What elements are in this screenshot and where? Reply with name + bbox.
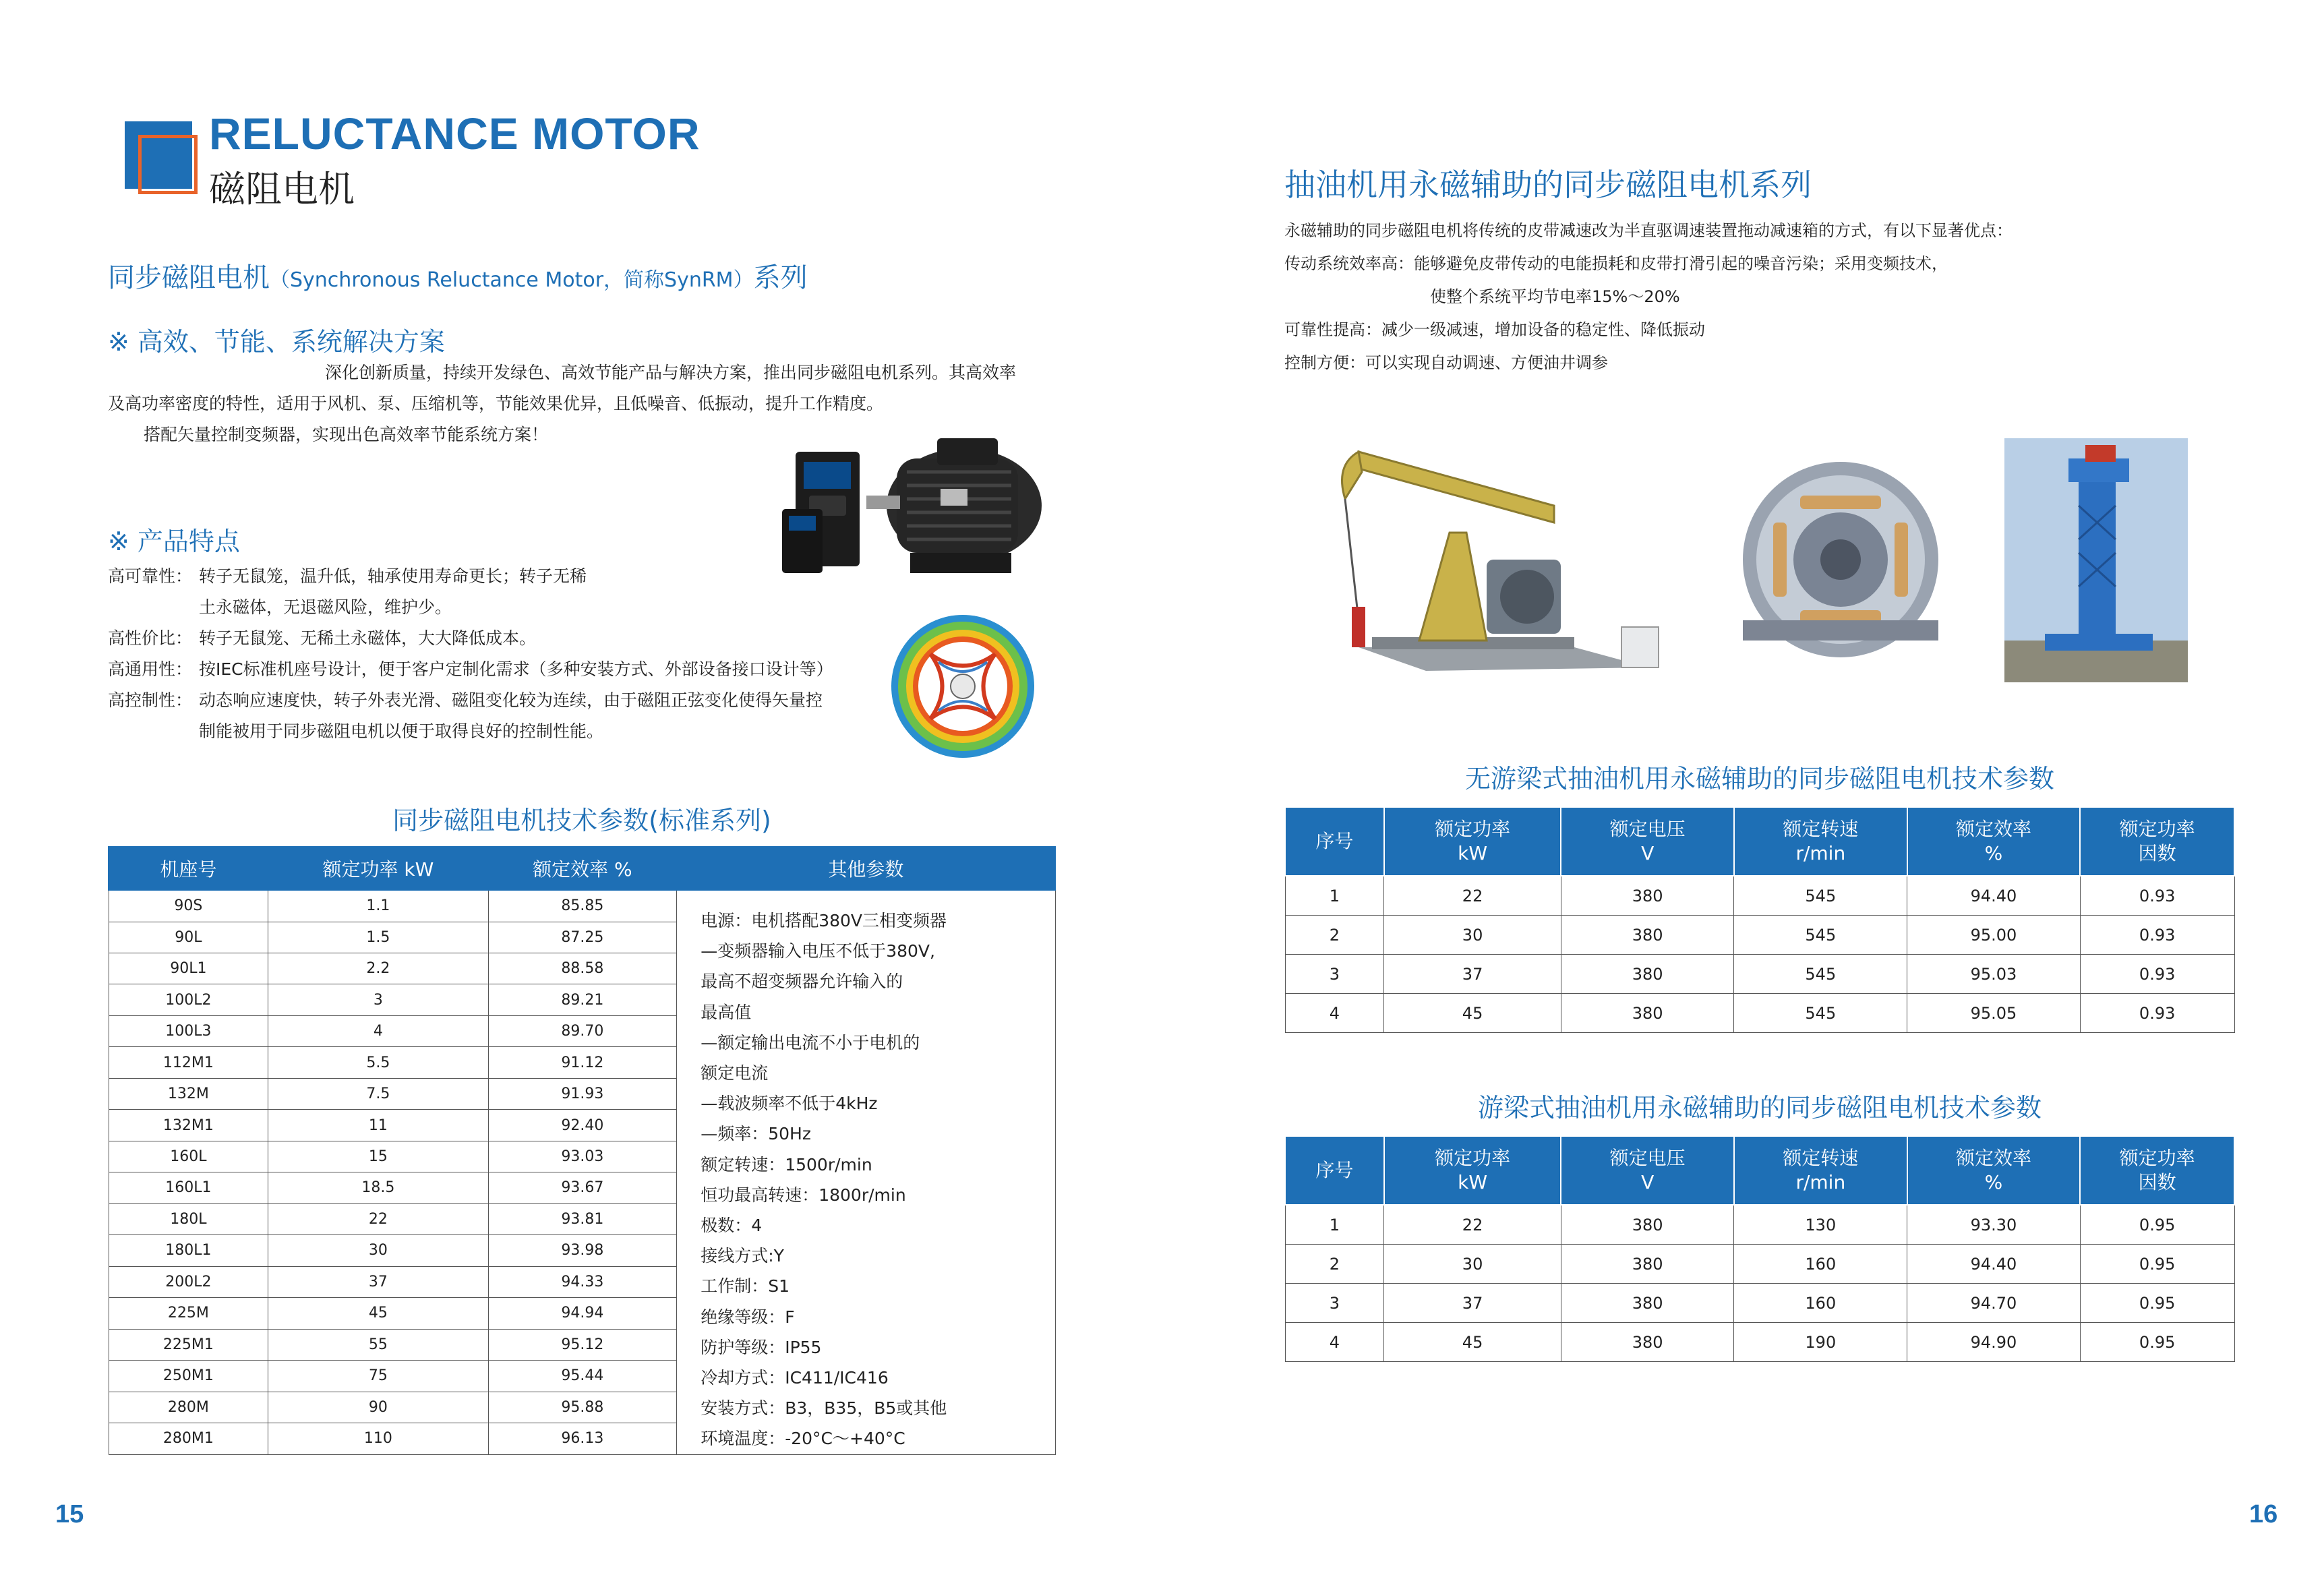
table-cell: 30 xyxy=(1384,1245,1561,1284)
table-cell: 18.5 xyxy=(268,1172,488,1203)
table-cell: 96.13 xyxy=(488,1423,677,1455)
table-cell: 160 xyxy=(1734,1284,1907,1323)
table-cell: 0.95 xyxy=(2080,1323,2234,1362)
table-cell: 112M1 xyxy=(109,1047,268,1078)
header-line1: 额定效率 xyxy=(1955,818,2031,840)
other-param-line: 接线方式:Y xyxy=(701,1246,784,1266)
table-cell: 0.93 xyxy=(2080,994,2234,1033)
table-row xyxy=(1285,1323,2234,1362)
intro-line: 使整个系统平均节电率15%～20% xyxy=(1430,287,1680,306)
table-row xyxy=(1285,876,2234,916)
header-cell xyxy=(2080,1136,2234,1205)
header-line2: % xyxy=(1984,1171,2003,1193)
table-cell: 160L1 xyxy=(109,1172,268,1203)
table-row xyxy=(1285,994,2234,1033)
header-line1: 额定转速 xyxy=(1783,1147,1859,1169)
table-cell: 250M1 xyxy=(109,1361,268,1392)
feature-item: 高控制性： 动态响应速度快，转子外表光滑、磁阻变化较为连续，由于磁阻正弦变化使得矢量控 xyxy=(108,690,823,710)
table-cell: 75 xyxy=(268,1361,488,1392)
header-line1: 额定转速 xyxy=(1783,818,1859,840)
table-cell: 380 xyxy=(1561,994,1734,1033)
table-cell: 37 xyxy=(268,1266,488,1297)
header-cell xyxy=(2080,807,2234,876)
table-cell: 93.67 xyxy=(488,1172,677,1203)
table-cell: 380 xyxy=(1561,1284,1734,1323)
other-param-line: 额定转速：1500r/min xyxy=(701,1154,872,1174)
table-cell: 95.44 xyxy=(488,1361,677,1392)
table-cell: 130 xyxy=(1734,1205,1907,1245)
table-cell: 37 xyxy=(1384,1284,1561,1323)
table-cell: 94.40 xyxy=(1907,876,2081,916)
header-line1: 序号 xyxy=(1315,1159,1354,1181)
table-cell: 7.5 xyxy=(268,1078,488,1109)
table-cell: 89.70 xyxy=(488,1015,677,1046)
feature-item: 高性价比： 转子无鼠笼、无稀土永磁体，大大降低成本。 xyxy=(108,628,537,648)
table-cell: 93.98 xyxy=(488,1235,677,1266)
brand-title-zh: 磁阻电机 xyxy=(209,168,355,210)
table-cell: 93.30 xyxy=(1907,1205,2081,1245)
header-line2: kW xyxy=(1458,1171,1488,1193)
other-param-line: 环境温度：-20°C～+40°C xyxy=(701,1429,905,1449)
table-cell: 95.03 xyxy=(1907,955,2081,994)
header-cell xyxy=(1907,1136,2081,1205)
header-cell xyxy=(1561,807,1734,876)
table-cell: 92.40 xyxy=(488,1110,677,1141)
table-cell: 110 xyxy=(268,1423,488,1455)
table-cell: 87.25 xyxy=(488,922,677,953)
table-cell: 91.12 xyxy=(488,1047,677,1078)
table-cell: 160 xyxy=(1734,1245,1907,1284)
header-cell xyxy=(1285,1136,1384,1205)
page-number-left: 15 xyxy=(55,1500,84,1528)
header-line1: 额定功率 xyxy=(1435,1147,1511,1169)
brand-logo-frame xyxy=(138,135,198,194)
table-cell: 1 xyxy=(1285,876,1384,916)
table-cell: 132M xyxy=(109,1078,268,1109)
table-cell: 30 xyxy=(268,1235,488,1266)
header-line1: 额定电压 xyxy=(1609,1147,1686,1169)
table-cell: 95.12 xyxy=(488,1329,677,1360)
col-other: 其他参数 xyxy=(677,847,1055,890)
table-cell: 190 xyxy=(1734,1323,1907,1362)
table-cell: 380 xyxy=(1561,876,1734,916)
brand-title-en: RELUCTANCE MOTOR xyxy=(209,109,701,158)
table-cell: 94.33 xyxy=(488,1266,677,1297)
table-cell: 93.03 xyxy=(488,1141,677,1172)
other-params-cell xyxy=(677,890,1055,1454)
header-cell xyxy=(1384,1136,1561,1205)
table-cell: 94.94 xyxy=(488,1298,677,1329)
header-line2: 因数 xyxy=(2138,1171,2176,1193)
header-cell xyxy=(1734,1136,1907,1205)
table-cell: 380 xyxy=(1561,1245,1734,1284)
feature-item-cont: 制能被用于同步磁阻电机以便于取得良好的控制性能。 xyxy=(199,721,604,741)
header-line2: % xyxy=(1984,842,2003,864)
other-param-line: 电源：电机搭配380V三相变频器 xyxy=(701,911,947,930)
col-power: 额定功率 kW xyxy=(268,847,488,890)
header-line2: r/min xyxy=(1795,842,1846,864)
table-cell: 380 xyxy=(1561,955,1734,994)
section-solutions-title: ※ 高效、节能、系统解决方案 xyxy=(108,327,445,357)
header-line2: V xyxy=(1641,1171,1655,1193)
table-cell: 3 xyxy=(1285,1284,1384,1323)
table-cell: 100L3 xyxy=(109,1015,268,1046)
header-cell xyxy=(1561,1136,1734,1205)
other-param-line: 冷却方式：IC411/IC416 xyxy=(701,1368,889,1388)
table-cell: 90L1 xyxy=(109,953,268,984)
table-cell: 4 xyxy=(1285,994,1384,1033)
tower-pump-photo xyxy=(2004,438,2188,682)
table-cell: 95.88 xyxy=(488,1392,677,1423)
table-cell: 132M1 xyxy=(109,1110,268,1141)
table-cell: 180L xyxy=(109,1203,268,1234)
other-param-line: 极数：4 xyxy=(701,1216,763,1236)
header-line1: 额定效率 xyxy=(1955,1147,2031,1169)
table-cell: 93.81 xyxy=(488,1203,677,1234)
table-cell: 90L xyxy=(109,922,268,953)
header-line2: kW xyxy=(1458,842,1488,864)
page-number-right: 16 xyxy=(2249,1500,2278,1528)
table-cell: 3 xyxy=(268,984,488,1015)
series-title: 同步磁阻电机（Synchronous Reluctance Motor，简称SynRM）系列 xyxy=(108,262,808,293)
pm-motor-image xyxy=(1736,458,1945,661)
table-cell: 85.85 xyxy=(488,890,677,922)
table-cell: 280M xyxy=(109,1392,268,1423)
table-cell: 15 xyxy=(268,1141,488,1172)
other-param-line: 防护等级：IP55 xyxy=(701,1337,822,1357)
table-cell: 90 xyxy=(268,1392,488,1423)
table-cell: 380 xyxy=(1561,1323,1734,1362)
other-param-line: —额定输出电流不小于电机的 xyxy=(701,1032,920,1052)
solutions-line: 深化创新质量，持续开发绿色、高效节能产品与解决方案，推出同步磁阻电机系列。其高效率 xyxy=(325,363,1017,382)
features-list xyxy=(108,561,883,747)
solutions-line: 搭配矢量控制变频器，实现出色高效率节能系统方案！ xyxy=(144,425,549,444)
intro-line: 永磁辅助的同步磁阻电机将传统的皮带减速改为半直驱调速装置拖动减速箱的方式，有以下显著优点： xyxy=(1284,221,2013,240)
table-cell: 545 xyxy=(1734,916,1907,955)
header-cell xyxy=(1734,807,1907,876)
table-row xyxy=(1285,1284,2234,1323)
table-cell: 22 xyxy=(268,1203,488,1234)
feature-item: 高可靠性： 转子无鼠笼，温升低，轴承使用寿命更长；转子无稀 xyxy=(108,566,587,586)
right-intro-text xyxy=(1284,214,2262,380)
feature-item: 高通用性： 按IEC标准机座号设计，便于客户定制化需求（多种安装方式、外部设备接口设计等） xyxy=(108,659,833,679)
table-cell: 2.2 xyxy=(268,953,488,984)
other-param-line: —载波频率不低于4kHz xyxy=(701,1094,878,1114)
intro-line: 传动系统效率高：能够避免皮带传动的电能损耗和皮带打滑引起的噪音污染；采用变频技术， xyxy=(1284,254,1948,273)
table-cell: 2 xyxy=(1285,916,1384,955)
table-std-params xyxy=(108,846,1056,1455)
table-cell: 1 xyxy=(1285,1205,1384,1245)
table-cell: 95.05 xyxy=(1907,994,2081,1033)
table-cell: 380 xyxy=(1561,1205,1734,1245)
header-line2: V xyxy=(1641,842,1655,864)
other-param-line: —变频器输入电压不低于380V, xyxy=(701,941,935,961)
table2-header-row xyxy=(1285,1136,2234,1205)
intro-line: 控制方便：可以实现自动调速、方便油井调参 xyxy=(1284,353,1608,372)
table1-header-row xyxy=(1285,807,2234,876)
table-cell: 225M1 xyxy=(109,1329,268,1360)
table-cell: 1.1 xyxy=(268,890,488,922)
table-cell: 180L1 xyxy=(109,1235,268,1266)
header-line1: 额定功率 xyxy=(2119,818,2195,840)
table-row xyxy=(1285,955,2234,994)
other-param-line: 最高不超变频器允许输入的 xyxy=(701,972,903,992)
table-cell: 0.95 xyxy=(2080,1284,2234,1323)
header-line2: 因数 xyxy=(2138,842,2176,864)
other-param-line: 绝缘等级：F xyxy=(701,1307,795,1327)
header-line1: 序号 xyxy=(1315,830,1354,852)
table-cell: 22 xyxy=(1384,876,1561,916)
table-cell: 94.90 xyxy=(1907,1323,2081,1362)
header-line1: 额定功率 xyxy=(2119,1147,2195,1169)
table-cell: 91.93 xyxy=(488,1078,677,1109)
table-cell: 2 xyxy=(1285,1245,1384,1284)
table2-title: 游梁式抽油机用永磁辅助的同步磁阻电机技术参数 xyxy=(1477,1093,2042,1123)
table-cell: 200L2 xyxy=(109,1266,268,1297)
header-line1: 额定功率 xyxy=(1435,818,1511,840)
table-cell: 55 xyxy=(268,1329,488,1360)
table-cell: 0.93 xyxy=(2080,916,2234,955)
table-row xyxy=(1285,1245,2234,1284)
other-param-line: 工作制：S1 xyxy=(701,1276,789,1297)
table-cell: 160L xyxy=(109,1141,268,1172)
table-cell: 380 xyxy=(1561,916,1734,955)
table-cell: 94.40 xyxy=(1907,1245,2081,1284)
table-beamless-params xyxy=(1284,806,2235,1033)
feature-item-cont: 土永磁体，无退磁风险，维护少。 xyxy=(199,597,452,617)
header-cell xyxy=(1285,807,1384,876)
table-cell: 280M1 xyxy=(109,1423,268,1455)
table-cell: 0.95 xyxy=(2080,1205,2234,1245)
table-cell: 11 xyxy=(268,1110,488,1141)
table-cell: 1.5 xyxy=(268,922,488,953)
table-cell: 30 xyxy=(1384,916,1561,955)
header-line1: 额定电压 xyxy=(1609,818,1686,840)
table-cell: 545 xyxy=(1734,876,1907,916)
table-cell: 94.70 xyxy=(1907,1284,2081,1323)
table-cell: 45 xyxy=(1384,994,1561,1033)
table-row xyxy=(1285,916,2234,955)
table-cell: 4 xyxy=(268,1015,488,1046)
table-header-row xyxy=(109,847,1055,890)
pumpjack-image xyxy=(1332,438,1682,681)
table-cell: 3 xyxy=(1285,955,1384,994)
table-cell: 545 xyxy=(1734,955,1907,994)
table-cell: 225M xyxy=(109,1298,268,1329)
other-param-line: 最高值 xyxy=(701,1002,752,1022)
col-efficiency: 额定效率 % xyxy=(488,847,677,890)
rotor-simulation-image xyxy=(890,614,1036,759)
other-param-line: 安装方式：B3，B35，B5或其他 xyxy=(701,1398,947,1419)
table-cell: 22 xyxy=(1384,1205,1561,1245)
other-param-line: 额定电流 xyxy=(701,1063,769,1083)
header-line2: r/min xyxy=(1795,1171,1846,1193)
other-param-line: —频率：50Hz xyxy=(701,1124,811,1144)
table-cell: 45 xyxy=(1384,1323,1561,1362)
table-cell: 0.93 xyxy=(2080,876,2234,916)
table-cell: 5.5 xyxy=(268,1047,488,1078)
header-cell xyxy=(1907,807,2081,876)
solutions-line: 及高功率密度的特性，适用于风机、泵、压缩机等，节能效果优异，且低噪音、低振动，提升工作精度。 xyxy=(108,394,884,413)
table-row xyxy=(1285,1205,2234,1245)
table-row xyxy=(109,890,1055,922)
table1-title: 无游梁式抽油机用永磁辅助的同步磁阻电机技术参数 xyxy=(1464,764,2054,794)
table-cell: 90S xyxy=(109,890,268,922)
table-cell: 545 xyxy=(1734,994,1907,1033)
col-frame: 机座号 xyxy=(109,847,268,890)
table-cell: 4 xyxy=(1285,1323,1384,1362)
table-cell: 100L2 xyxy=(109,984,268,1015)
table-cell: 37 xyxy=(1384,955,1561,994)
other-param-line: 恒功最高转速：1800r/min xyxy=(701,1185,906,1205)
section-features-title: ※ 产品特点 xyxy=(108,527,240,556)
table-cell: 88.58 xyxy=(488,953,677,984)
table-cell: 0.93 xyxy=(2080,955,2234,994)
header-cell xyxy=(1384,807,1561,876)
table-cell: 0.95 xyxy=(2080,1245,2234,1284)
table-std-title: 同步磁阻电机技术参数(标准系列) xyxy=(392,806,771,835)
table-cell: 45 xyxy=(268,1298,488,1329)
table-cell: 89.21 xyxy=(488,984,677,1015)
table-cell: 95.00 xyxy=(1907,916,2081,955)
right-series-title: 抽油机用永磁辅助的同步磁阻电机系列 xyxy=(1284,167,1812,203)
intro-line: 可靠性提高：减少一级减速，增加设备的稳定性、降低振动 xyxy=(1284,320,1705,339)
table-beam-params xyxy=(1284,1135,2235,1362)
